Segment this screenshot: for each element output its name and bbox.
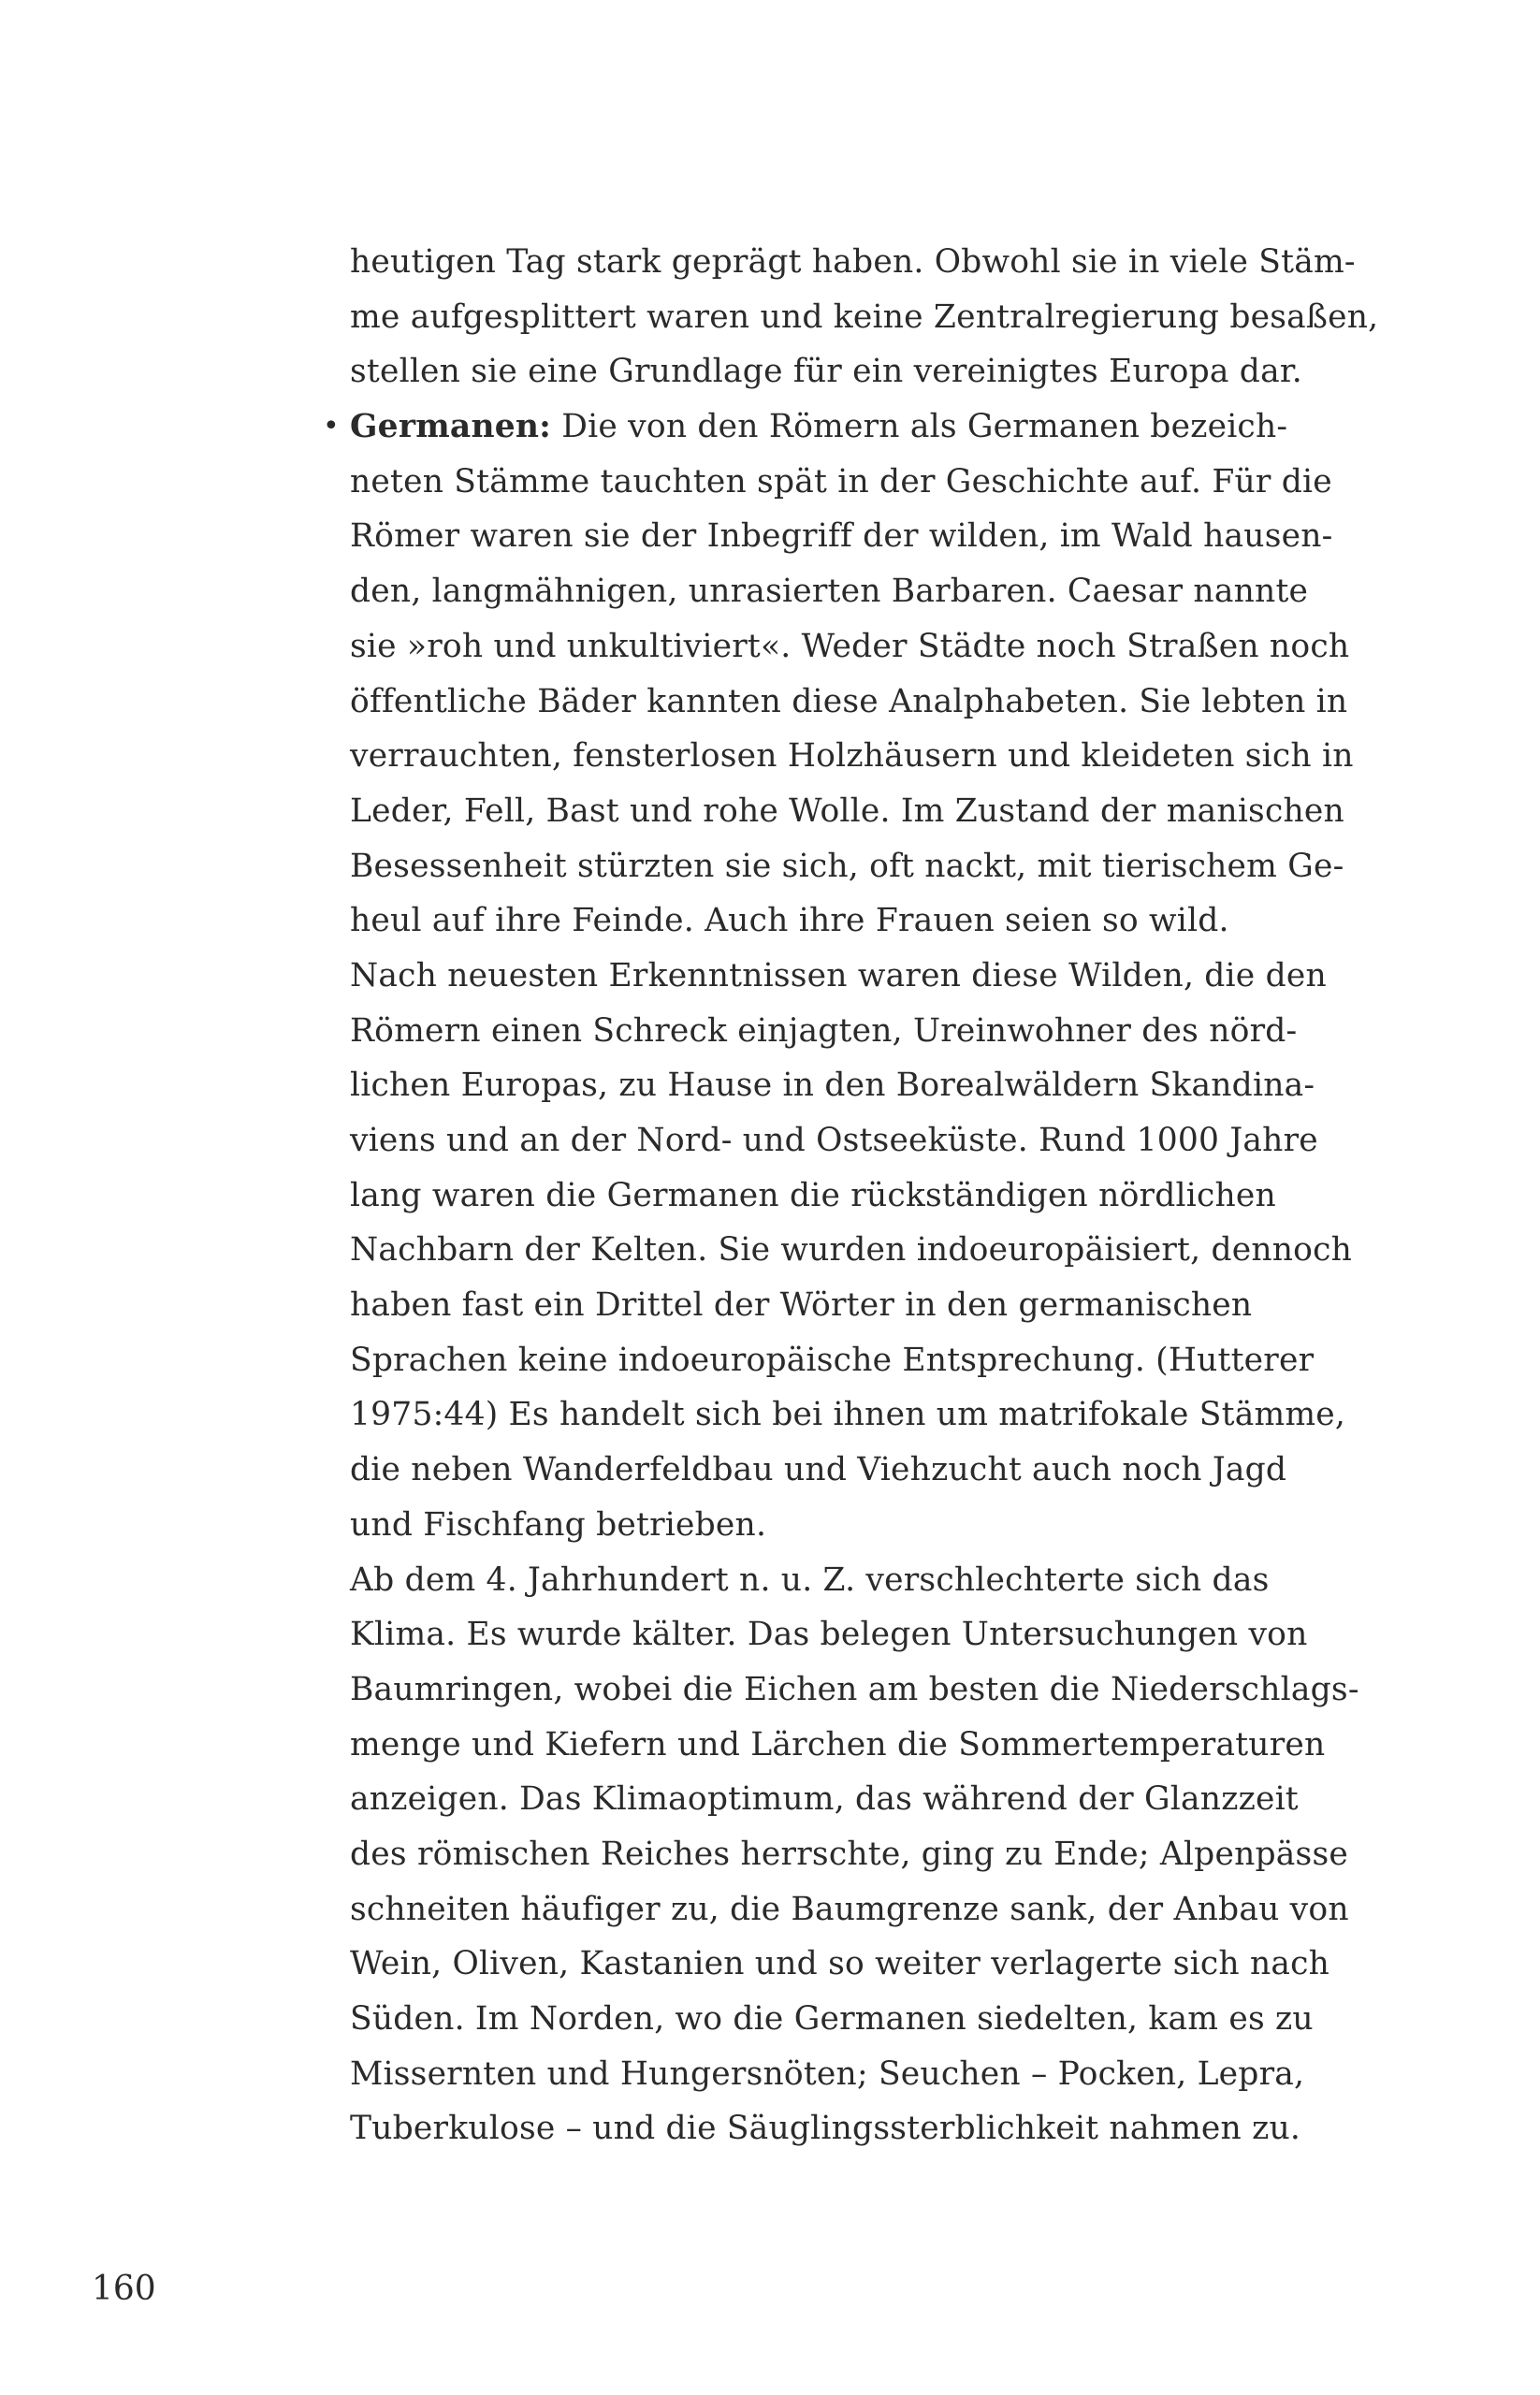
text-line: Nachbarn der Kelten. Sie wurden indoeuropäisiert, dennoch xyxy=(350,1231,1353,1270)
text-line: lichen Europas, zu Hause in den Borealwäldern Skandina- xyxy=(350,1067,1315,1105)
text-line: Römer waren sie der Inbegriff der wilden, im Wald hausen- xyxy=(350,517,1333,556)
bullet-icon: • xyxy=(323,410,340,443)
text-line: Besessenheit stürzten sie sich, oft nackt, mit tierischem Ge- xyxy=(350,847,1344,885)
page-number: 160 xyxy=(92,2270,156,2308)
text-line: heutigen Tag stark geprägt haben. Obwohl sie in viele Stäm- xyxy=(350,243,1356,281)
text-line: Baumringen, wobei die Eichen am besten die Niederschlags- xyxy=(350,1670,1359,1708)
text-line: Süden. Im Norden, wo die Germanen siedelten, kam es zu xyxy=(350,2000,1314,2038)
bullet-line-germanen xyxy=(323,399,1360,455)
body-text xyxy=(323,235,1379,2156)
text-line: die neben Wanderfeldbau und Viehzucht auch noch Jagd xyxy=(350,1451,1287,1489)
text-line: Klima. Es wurde kälter. Das belegen Untersuchungen von xyxy=(350,1616,1308,1654)
text-line: Missernten und Hungersnöten; Seuchen – Pocken, Lepra, xyxy=(350,2054,1305,2093)
text-line: Wein, Oliven, Kastanien und so weiter verlagerte sich nach xyxy=(350,1945,1330,1983)
text-line: den, langmähnigen, unrasierten Barbaren. Caesar nannte xyxy=(350,573,1309,611)
text-line: anzeigen. Das Klimaoptimum, das während der Glanzzeit xyxy=(350,1780,1299,1819)
text-line: neten Stämme tauchten spät in der Geschichte auf. Für die xyxy=(350,462,1332,501)
text-line-rest: Die von den Römern als Germanen bezeich- xyxy=(551,408,1288,446)
text-line: Sprachen keine indoeuropäische Entsprechung. (Hutterer xyxy=(350,1341,1315,1379)
text-line: Leder, Fell, Bast und rohe Wolle. Im Zustand der manischen xyxy=(350,791,1344,830)
text-line: viens und an der Nord- und Ostseeküste. Rund 1000 Jahre xyxy=(350,1122,1318,1159)
text-line: Nach neuesten Erkenntnissen waren diese Wilden, die den xyxy=(350,956,1327,994)
text-line: öffentliche Bäder kannten diese Analphabeten. Sie lebten in xyxy=(350,682,1348,720)
text-line: Ab dem 4. Jahrhundert n. u. Z. verschlechterte sich das xyxy=(350,1560,1270,1599)
text-line: 1975:44) Es handelt sich bei ihnen um matrifokale Stämme, xyxy=(350,1396,1346,1434)
bold-term: Germanen: xyxy=(350,408,552,446)
text-line: me aufgesplittert waren und keine Zentralregierung besaßen, xyxy=(350,298,1379,336)
text-line: stellen sie eine Grundlage für ein vereinigtes Europa dar. xyxy=(350,353,1302,391)
text-line: sie »roh und unkultiviert«. Weder Städte noch Straßen noch xyxy=(350,627,1350,665)
text-line: heul auf ihre Feinde. Auch ihre Frauen seien so wild. xyxy=(350,902,1229,940)
text-line: und Fischfang betrieben. xyxy=(350,1505,767,1544)
text-line: schneiten häufiger zu, die Baumgrenze sank, der Anbau von xyxy=(350,1890,1349,1928)
text-line: des römischen Reiches herrschte, ging zu Ende; Alpenpässe xyxy=(350,1835,1348,1873)
text-line: Römern einen Schreck einjagten, Ureinwohner des nörd- xyxy=(350,1011,1298,1050)
text-line: Tuberkulose – und die Säuglingssterblichkeit nahmen zu. xyxy=(350,2110,1301,2148)
text-line: menge und Kiefern und Lärchen die Sommertemperaturen xyxy=(350,1725,1326,1764)
text-line: haben fast ein Drittel der Wörter in den germanischen xyxy=(350,1286,1253,1325)
text-line: lang waren die Germanen die rückständigen nördlichen xyxy=(350,1176,1276,1214)
text-line: verrauchten, fensterlosen Holzhäusern und kleideten sich in xyxy=(350,737,1354,776)
